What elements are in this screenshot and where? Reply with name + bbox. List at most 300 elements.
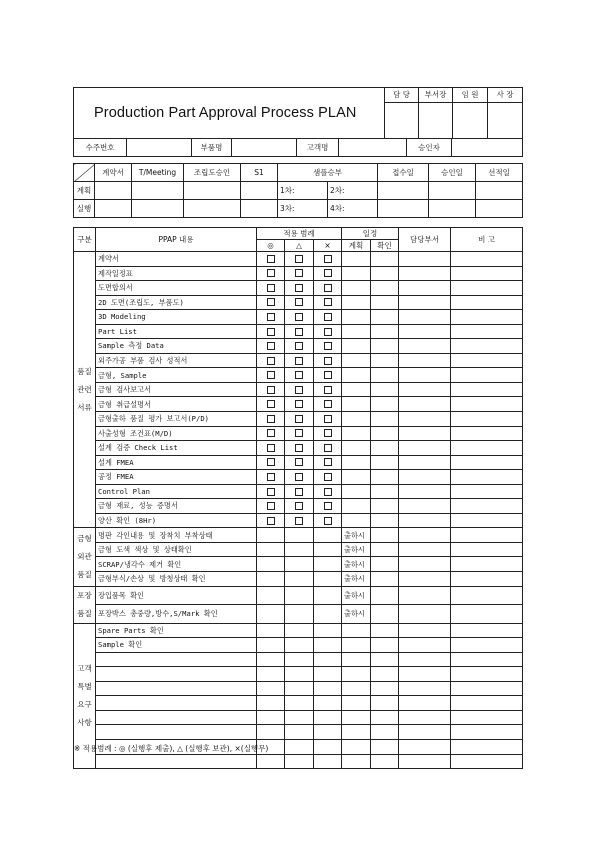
dept-cell[interactable] [399,412,451,427]
checkbox-icon[interactable] [324,255,332,263]
checkbox-icon[interactable] [324,458,332,466]
scope-cell[interactable] [285,339,314,354]
schedule-confirm-cell[interactable] [371,754,399,769]
remark-cell[interactable] [451,528,523,543]
scope-cell[interactable] [285,499,314,514]
checkbox-icon[interactable] [267,313,275,321]
part-name-field[interactable] [232,139,297,157]
scope-cell[interactable] [314,281,342,296]
checkbox-icon[interactable] [267,502,275,510]
schedule-plan-cell[interactable] [342,623,371,638]
plan-tmeeting-cell[interactable] [132,182,184,200]
remark-cell[interactable] [451,252,523,267]
checkbox-icon[interactable] [295,255,303,263]
schedule-confirm-cell[interactable] [371,528,399,543]
plan-round-1[interactable]: 1차: [278,182,328,200]
dept-cell[interactable] [399,586,451,605]
document-title: Production Part Approval Process PLAN [74,88,385,139]
scope-cell[interactable] [257,426,285,441]
schedule-plan-cell[interactable] [342,368,371,383]
checkbox-icon[interactable] [267,284,275,292]
remark-cell[interactable] [451,638,523,653]
schedule-confirm-cell[interactable] [371,339,399,354]
dept-cell[interactable] [399,252,451,267]
remark-header: 비 고 [451,228,523,252]
scope-cell[interactable] [314,499,342,514]
scope-cell[interactable] [285,324,314,339]
checkbox-icon[interactable] [324,357,332,365]
checkbox-icon[interactable] [267,298,275,306]
schedule-plan-cell[interactable] [342,339,371,354]
approval-sign-manager[interactable] [419,103,453,139]
schedule-col-tmeeting: T/Meeting [132,164,184,182]
scope-cell[interactable] [257,310,285,325]
scope-cell[interactable] [285,397,314,412]
schedule-confirm-cell[interactable] [371,638,399,653]
scope-cell[interactable] [314,339,342,354]
schedule-confirm-cell[interactable] [371,739,399,754]
scope-cell[interactable] [285,310,314,325]
dept-cell[interactable] [399,557,451,572]
scope-cell[interactable] [285,484,314,499]
schedule-confirm-cell[interactable] [371,353,399,368]
remark-cell[interactable] [451,455,523,470]
schedule-confirm-cell[interactable] [371,368,399,383]
order-no-field[interactable] [127,139,192,157]
remark-cell[interactable] [451,310,523,325]
schedule-plan-cell[interactable] [342,441,371,456]
remark-cell[interactable] [451,470,523,485]
dept-cell[interactable] [399,281,451,296]
exec-round-4[interactable]: 4차: [328,200,378,218]
diagonal-header-cell [74,164,95,182]
dept-cell[interactable] [399,542,451,557]
schedule-confirm-cell[interactable] [371,499,399,514]
scope-cell[interactable] [314,412,342,427]
remark-cell[interactable] [451,586,523,605]
checkbox-icon[interactable] [295,298,303,306]
checkbox-icon[interactable] [295,429,303,437]
ppap-item: 계약서 [96,252,257,267]
schedule-confirm-cell[interactable] [371,382,399,397]
scope-cell[interactable] [285,426,314,441]
schedule-plan-cell[interactable] [342,455,371,470]
schedule-plan-cell[interactable] [342,681,371,696]
checkbox-icon[interactable] [295,502,303,510]
schedule-plan-cell[interactable] [342,397,371,412]
scope-cell[interactable] [257,339,285,354]
schedule-plan-cell[interactable] [342,470,371,485]
exec-s1-cell[interactable] [241,200,278,218]
plan-ship-cell[interactable] [476,182,523,200]
scope-cell[interactable] [314,455,342,470]
checkbox-icon[interactable] [324,386,332,394]
table-row [74,623,523,638]
dept-cell[interactable] [399,638,451,653]
schedule-plan-cell[interactable] [342,266,371,281]
schedule-plan-cell[interactable] [342,499,371,514]
checkbox-icon[interactable] [295,415,303,423]
dept-cell[interactable] [399,295,451,310]
remark-cell[interactable] [451,426,523,441]
checkbox-icon[interactable] [267,342,275,350]
scope-cell[interactable] [257,484,285,499]
schedule-confirm-cell[interactable] [371,470,399,485]
dept-cell[interactable] [399,310,451,325]
checkbox-icon[interactable] [267,386,275,394]
schedule-confirm-cell[interactable] [371,605,399,624]
checkbox-icon[interactable] [324,444,332,452]
checkbox-icon[interactable] [295,342,303,350]
schedule-plan-cell[interactable]: 출하시 [342,605,371,624]
scope-cell[interactable] [257,441,285,456]
scope-cell[interactable] [257,281,285,296]
remark-cell[interactable] [451,368,523,383]
schedule-confirm-cell[interactable] [371,412,399,427]
dept-cell[interactable] [399,382,451,397]
remark-cell[interactable] [451,623,523,638]
schedule-plan-cell[interactable] [342,252,371,267]
scope-cell[interactable] [257,499,285,514]
checkbox-icon[interactable] [295,400,303,408]
remark-cell[interactable] [451,499,523,514]
scope-cell[interactable] [285,382,314,397]
schedule-plan-cell[interactable] [342,353,371,368]
scope-cell[interactable] [285,266,314,281]
dept-cell[interactable] [399,513,451,528]
scope-cell [285,681,314,696]
schedule-plan-cell[interactable] [342,324,371,339]
schedule-plan-cell[interactable] [342,513,371,528]
schedule-confirm-cell[interactable] [371,441,399,456]
plan-s1-cell[interactable] [241,182,278,200]
approver-field[interactable] [452,139,523,157]
schedule-plan-cell[interactable] [342,725,371,740]
remark-cell[interactable] [451,652,523,667]
checkbox-icon[interactable] [324,342,332,350]
dept-cell[interactable] [399,441,451,456]
schedule-confirm-cell[interactable] [371,623,399,638]
dept-cell[interactable] [399,754,451,769]
scope-cell[interactable] [314,310,342,325]
schedule-confirm-cell[interactable] [371,310,399,325]
checkbox-icon[interactable] [295,473,303,481]
remark-cell[interactable] [451,397,523,412]
dept-cell[interactable] [399,681,451,696]
remark-cell[interactable] [451,557,523,572]
schedule-plan-cell[interactable] [342,310,371,325]
schedule-confirm-cell[interactable] [371,725,399,740]
remark-cell[interactable] [451,382,523,397]
dept-cell[interactable] [399,710,451,725]
checkbox-icon[interactable] [324,371,332,379]
scope-cell[interactable] [285,470,314,485]
remark-cell[interactable] [451,681,523,696]
dept-cell[interactable] [399,484,451,499]
exec-tmeeting-cell[interactable] [132,200,184,218]
schedule-plan-cell[interactable] [342,426,371,441]
checkbox-icon[interactable] [324,473,332,481]
plan-round-2[interactable]: 2차: [328,182,378,200]
remark-cell[interactable] [451,324,523,339]
scope-cell[interactable] [285,455,314,470]
remark-cell[interactable] [451,484,523,499]
checkbox-icon[interactable] [295,269,303,277]
customer-field[interactable] [339,139,407,157]
schedule-confirm-cell[interactable] [371,557,399,572]
checkbox-icon[interactable] [324,313,332,321]
schedule-col-receipt: 접수일 [378,164,429,182]
checkbox-icon[interactable] [267,269,275,277]
exec-approval-cell[interactable] [429,200,476,218]
checkbox-icon[interactable] [324,429,332,437]
scope-cell[interactable] [285,295,314,310]
checkbox-icon[interactable] [295,313,303,321]
approval-sign-president[interactable] [488,103,523,139]
remark-cell[interactable] [451,281,523,296]
dept-cell[interactable] [399,499,451,514]
remark-cell[interactable] [451,605,523,624]
scope-cell[interactable] [285,281,314,296]
schedule-plan-cell[interactable] [342,382,371,397]
dept-cell[interactable] [399,397,451,412]
schedule-confirm-cell[interactable] [371,667,399,682]
scope-cell[interactable] [285,513,314,528]
checkbox-icon[interactable] [267,458,275,466]
dept-cell[interactable] [399,455,451,470]
checkbox-icon[interactable] [267,357,275,365]
dept-cell[interactable] [399,725,451,740]
approval-sign-executive[interactable] [453,103,488,139]
schedule-plan-cell[interactable] [342,412,371,427]
scope-cell[interactable] [285,441,314,456]
ppap-item: Spare Parts 확인 [96,623,257,638]
schedule-confirm-cell[interactable] [371,681,399,696]
scope-cell[interactable] [257,266,285,281]
checkbox-icon[interactable] [295,444,303,452]
remark-cell[interactable] [451,542,523,557]
scope-cell[interactable] [257,412,285,427]
scope-cell[interactable] [257,353,285,368]
schedule-plan-cell[interactable] [342,739,371,754]
checkbox-icon[interactable] [324,415,332,423]
schedule-plan-cell[interactable]: 출하시 [342,572,371,587]
checkbox-icon[interactable] [267,517,275,525]
remark-cell[interactable] [451,513,523,528]
dept-cell[interactable] [399,266,451,281]
checkbox-icon[interactable] [295,386,303,394]
checkbox-icon[interactable] [324,400,332,408]
schedule-confirm-cell[interactable] [371,696,399,711]
schedule-confirm-cell[interactable] [371,281,399,296]
schedule-confirm-cell[interactable] [371,513,399,528]
checkbox-icon[interactable] [295,357,303,365]
schedule-plan-cell[interactable] [342,638,371,653]
dept-cell[interactable] [399,572,451,587]
exec-ship-cell[interactable] [476,200,523,218]
schedule-plan-cell[interactable]: 출하시 [342,542,371,557]
scope-cell[interactable] [314,426,342,441]
schedule-plan-cell[interactable]: 출하시 [342,586,371,605]
schedule-plan-cell[interactable] [342,696,371,711]
schedule-confirm-cell[interactable] [371,295,399,310]
exec-round-3[interactable]: 3차: [278,200,328,218]
schedule-confirm-cell[interactable] [371,652,399,667]
scope-cell[interactable] [285,412,314,427]
schedule-confirm-cell[interactable] [371,324,399,339]
approval-sign-staff[interactable] [385,103,419,139]
scope-cell[interactable] [257,295,285,310]
scope-cell[interactable] [257,382,285,397]
dept-cell[interactable] [399,470,451,485]
scope-cell[interactable] [257,455,285,470]
scope-cell[interactable] [285,368,314,383]
remark-cell[interactable] [451,725,523,740]
checkbox-icon[interactable] [267,429,275,437]
scope-cell[interactable] [314,382,342,397]
scope-cell[interactable] [314,266,342,281]
remark-cell[interactable] [451,710,523,725]
exec-receipt-cell[interactable] [378,200,429,218]
dept-cell[interactable] [399,353,451,368]
scope-cell[interactable] [257,397,285,412]
dept-cell[interactable] [399,667,451,682]
scope-cell[interactable] [257,513,285,528]
dept-cell[interactable] [399,324,451,339]
dept-cell[interactable] [399,339,451,354]
scope-cell [257,557,285,572]
category-packing_quality-line: 품질 [77,608,92,618]
checkbox-icon[interactable] [295,328,303,336]
checkbox-icon[interactable] [267,444,275,452]
scope-cell[interactable] [314,295,342,310]
dept-cell[interactable] [399,739,451,754]
schedule-plan-cell[interactable] [342,484,371,499]
ppap-item [96,710,257,725]
schedule-plan-cell[interactable] [342,281,371,296]
checkbox-icon[interactable] [267,328,275,336]
remark-cell[interactable] [451,295,523,310]
remark-cell[interactable] [451,412,523,427]
scope-cell[interactable] [314,353,342,368]
checkbox-icon[interactable] [324,502,332,510]
scope-cell[interactable] [285,252,314,267]
scope-cell[interactable] [257,470,285,485]
schedule-plan-cell[interactable] [342,652,371,667]
plan-contract-cell[interactable] [95,182,132,200]
remark-cell[interactable] [451,266,523,281]
checkbox-icon[interactable] [295,458,303,466]
remark-cell[interactable] [451,353,523,368]
exec-assembly-cell[interactable] [184,200,241,218]
schedule-plan-cell[interactable] [342,295,371,310]
schedule-confirm-cell[interactable] [371,426,399,441]
dept-cell[interactable] [399,605,451,624]
remark-cell[interactable] [451,667,523,682]
scope-cell [257,528,285,543]
exec-contract-cell[interactable] [95,200,132,218]
dept-cell[interactable] [399,696,451,711]
schedule-col-ship-date: 선적일 [476,164,523,182]
scope-cell[interactable] [314,324,342,339]
checkbox-icon[interactable] [324,298,332,306]
scope-cell[interactable] [314,470,342,485]
checkbox-icon[interactable] [324,517,332,525]
remark-cell[interactable] [451,754,523,769]
scope-cell[interactable] [257,368,285,383]
checkbox-icon[interactable] [324,328,332,336]
schedule-confirm-cell[interactable] [371,572,399,587]
dept-cell[interactable] [399,368,451,383]
header-table [73,87,523,139]
scope-cell[interactable] [314,252,342,267]
scope-cell[interactable] [257,252,285,267]
dept-cell[interactable] [399,426,451,441]
scope-cell[interactable] [314,368,342,383]
table-row [74,368,523,383]
checkbox-icon[interactable] [267,488,275,496]
checkbox-icon[interactable] [267,371,275,379]
dept-cell[interactable] [399,623,451,638]
checkbox-icon[interactable] [324,488,332,496]
remark-cell[interactable] [451,339,523,354]
remark-cell[interactable] [451,572,523,587]
checkbox-icon[interactable] [267,255,275,263]
plan-approval-cell[interactable] [429,182,476,200]
schedule-confirm-cell[interactable] [371,542,399,557]
plan-assembly-cell[interactable] [184,182,241,200]
scope-cell[interactable] [314,484,342,499]
checkbox-icon[interactable] [295,371,303,379]
checkbox-icon[interactable] [267,473,275,481]
schedule-confirm-cell[interactable] [371,484,399,499]
schedule-confirm-cell[interactable] [371,455,399,470]
scope-cell[interactable] [257,324,285,339]
schedule-confirm-cell[interactable] [371,252,399,267]
checkbox-icon[interactable] [324,269,332,277]
scope-cell[interactable] [285,353,314,368]
checkbox-icon[interactable] [295,488,303,496]
schedule-plan-cell[interactable]: 출하시 [342,557,371,572]
schedule-plan-cell[interactable]: 출하시 [342,528,371,543]
remark-cell[interactable] [451,441,523,456]
checkbox-icon[interactable] [295,284,303,292]
scope-cell[interactable] [314,513,342,528]
category-packing_quality [74,586,96,623]
schedule-plan-cell[interactable] [342,667,371,682]
checkbox-icon[interactable] [267,415,275,423]
schedule-confirm-cell[interactable] [371,266,399,281]
schedule-confirm-cell[interactable] [371,586,399,605]
table-row [74,324,523,339]
scope-cell[interactable] [314,441,342,456]
schedule-plan-cell[interactable] [342,754,371,769]
checkbox-icon[interactable] [267,400,275,408]
schedule-plan-cell[interactable] [342,710,371,725]
dept-cell[interactable] [399,652,451,667]
remark-cell[interactable] [451,739,523,754]
scope-cell [314,710,342,725]
checkbox-icon[interactable] [324,284,332,292]
remark-cell[interactable] [451,696,523,711]
plan-receipt-cell[interactable] [378,182,429,200]
scope-cell[interactable] [314,397,342,412]
table-row [74,426,523,441]
schedule-confirm-cell[interactable] [371,397,399,412]
dept-cell[interactable] [399,528,451,543]
schedule-confirm-cell[interactable] [371,710,399,725]
checkbox-icon[interactable] [295,517,303,525]
